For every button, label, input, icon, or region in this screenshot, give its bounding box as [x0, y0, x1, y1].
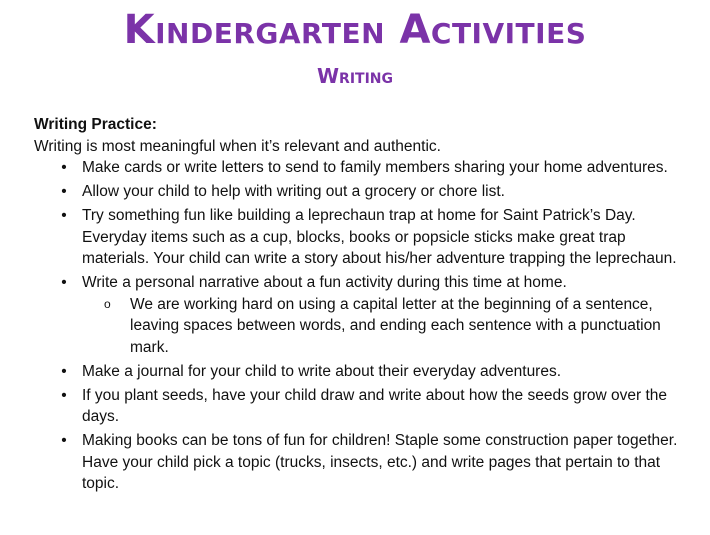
- page-title: Kindergarten Activities: [123, 7, 587, 53]
- bullet-icon: •: [61, 183, 67, 200]
- bullet-icon: •: [61, 159, 67, 176]
- section-heading: Writing Practice:: [34, 116, 157, 133]
- page-subtitle: Writing: [316, 64, 394, 88]
- list-item-text: Write a personal narrative about a fun activity during this time at home.: [82, 274, 567, 291]
- bullet-icon: •: [61, 362, 67, 380]
- list-item-text: Try something fun like building a leprechaun trap at home for Saint Patrick’s Day. Everyday items such as a cup, blocks, books or popsicle sticks make great trap materials. Your child can write a story about his/her adventure trapping the leprechaun.: [82, 207, 677, 267]
- list-item-text: Allow your child to help with writing out a grocery or chore list.: [82, 183, 505, 200]
- list-item: [34, 181, 694, 203]
- list-item-text: If you plant seeds, have your child draw and write about how the seeds grow over the days.: [82, 386, 668, 425]
- bullet-icon: •: [61, 432, 67, 449]
- sub-list-item: [82, 294, 694, 359]
- sub-list: [82, 294, 694, 359]
- list-item: [34, 430, 694, 495]
- bullet-icon: •: [61, 274, 67, 291]
- sub-list-item-text: We are working hard on using a capital letter at the beginning of a sentence, leaving spaces between words, and ending each sentence with a punctuation mark.: [130, 295, 661, 356]
- activity-list: [34, 157, 694, 495]
- list-item-text: Making books can be tons of fun for children! Staple some construction paper together. Have your child pick a topic (trucks, insects, etc.) and write pages that pertain to that topic.: [82, 432, 678, 492]
- list-item: [34, 157, 694, 179]
- list-item: [34, 361, 694, 383]
- list-item: [34, 385, 694, 428]
- section-intro: Writing is most meaningful when it’s relevant and authentic.: [34, 137, 441, 155]
- document-body: [34, 114, 694, 497]
- bullet-icon: •: [61, 386, 67, 404]
- list-item: [34, 205, 694, 270]
- bullet-icon: •: [61, 207, 67, 224]
- list-item: [34, 272, 694, 358]
- circle-bullet-icon: o: [104, 296, 111, 311]
- list-item-text: Make cards or write letters to send to family members sharing your home adventures.: [82, 159, 668, 176]
- list-item-text: Make a journal for your child to write about their everyday adventures.: [82, 362, 562, 380]
